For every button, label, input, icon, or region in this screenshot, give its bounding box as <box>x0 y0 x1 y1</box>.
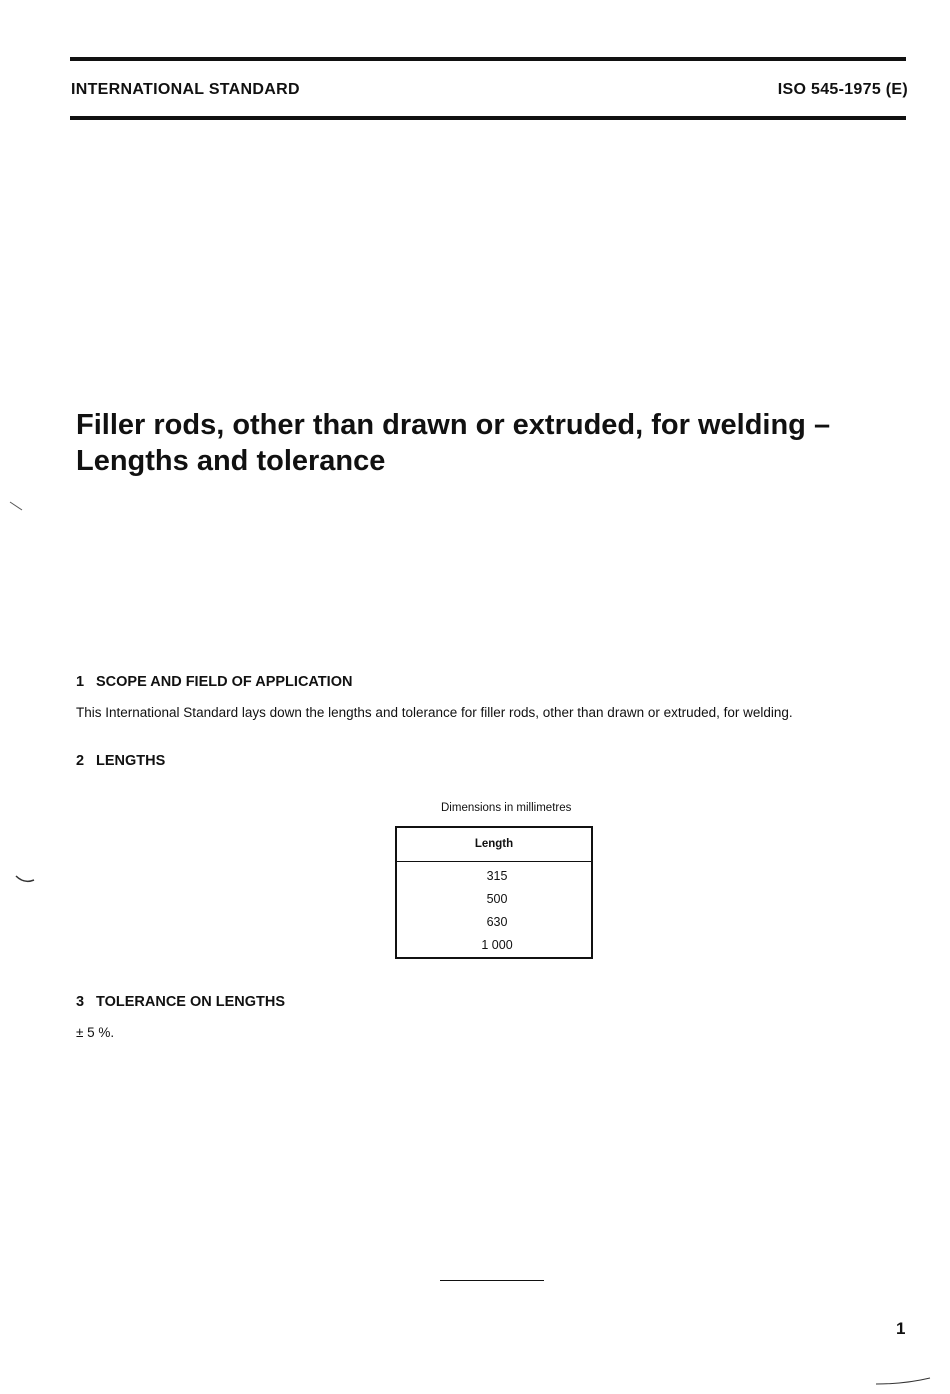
section-1-body: This International Standard lays down the lengths and tolerance for filler rods, other than drawn or extruded, for welding. <box>76 705 793 720</box>
section-3-body: ± 5 %. <box>76 1025 115 1040</box>
section-number: 1 <box>76 674 85 690</box>
document-type-label: INTERNATIONAL STANDARD <box>71 81 300 98</box>
title-line-2: Lengths and tolerance <box>76 445 386 477</box>
section-number: 2 <box>76 753 85 769</box>
table-row: 1 000 <box>481 938 513 952</box>
table-row: 630 <box>486 915 508 929</box>
table-row: 500 <box>486 892 508 906</box>
dimensions-note: Dimensions in millimetres <box>441 802 572 814</box>
table-row: 315 <box>486 869 508 883</box>
table-header: Length <box>397 828 591 862</box>
page-number: 1 <box>896 1319 906 1338</box>
section-title: SCOPE AND FIELD OF APPLICATION <box>96 674 353 690</box>
section-number: 3 <box>76 994 85 1010</box>
scan-mark <box>16 876 34 881</box>
title-line-1: Filler rods, other than drawn or extruded, for welding – <box>76 409 831 441</box>
scan-mark <box>876 1378 930 1384</box>
scan-mark <box>10 502 22 510</box>
standard-number: ISO 545-1975 (E) <box>777 81 908 98</box>
section-title: LENGTHS <box>96 753 166 769</box>
section-title: TOLERANCE ON LENGTHS <box>96 994 286 1010</box>
